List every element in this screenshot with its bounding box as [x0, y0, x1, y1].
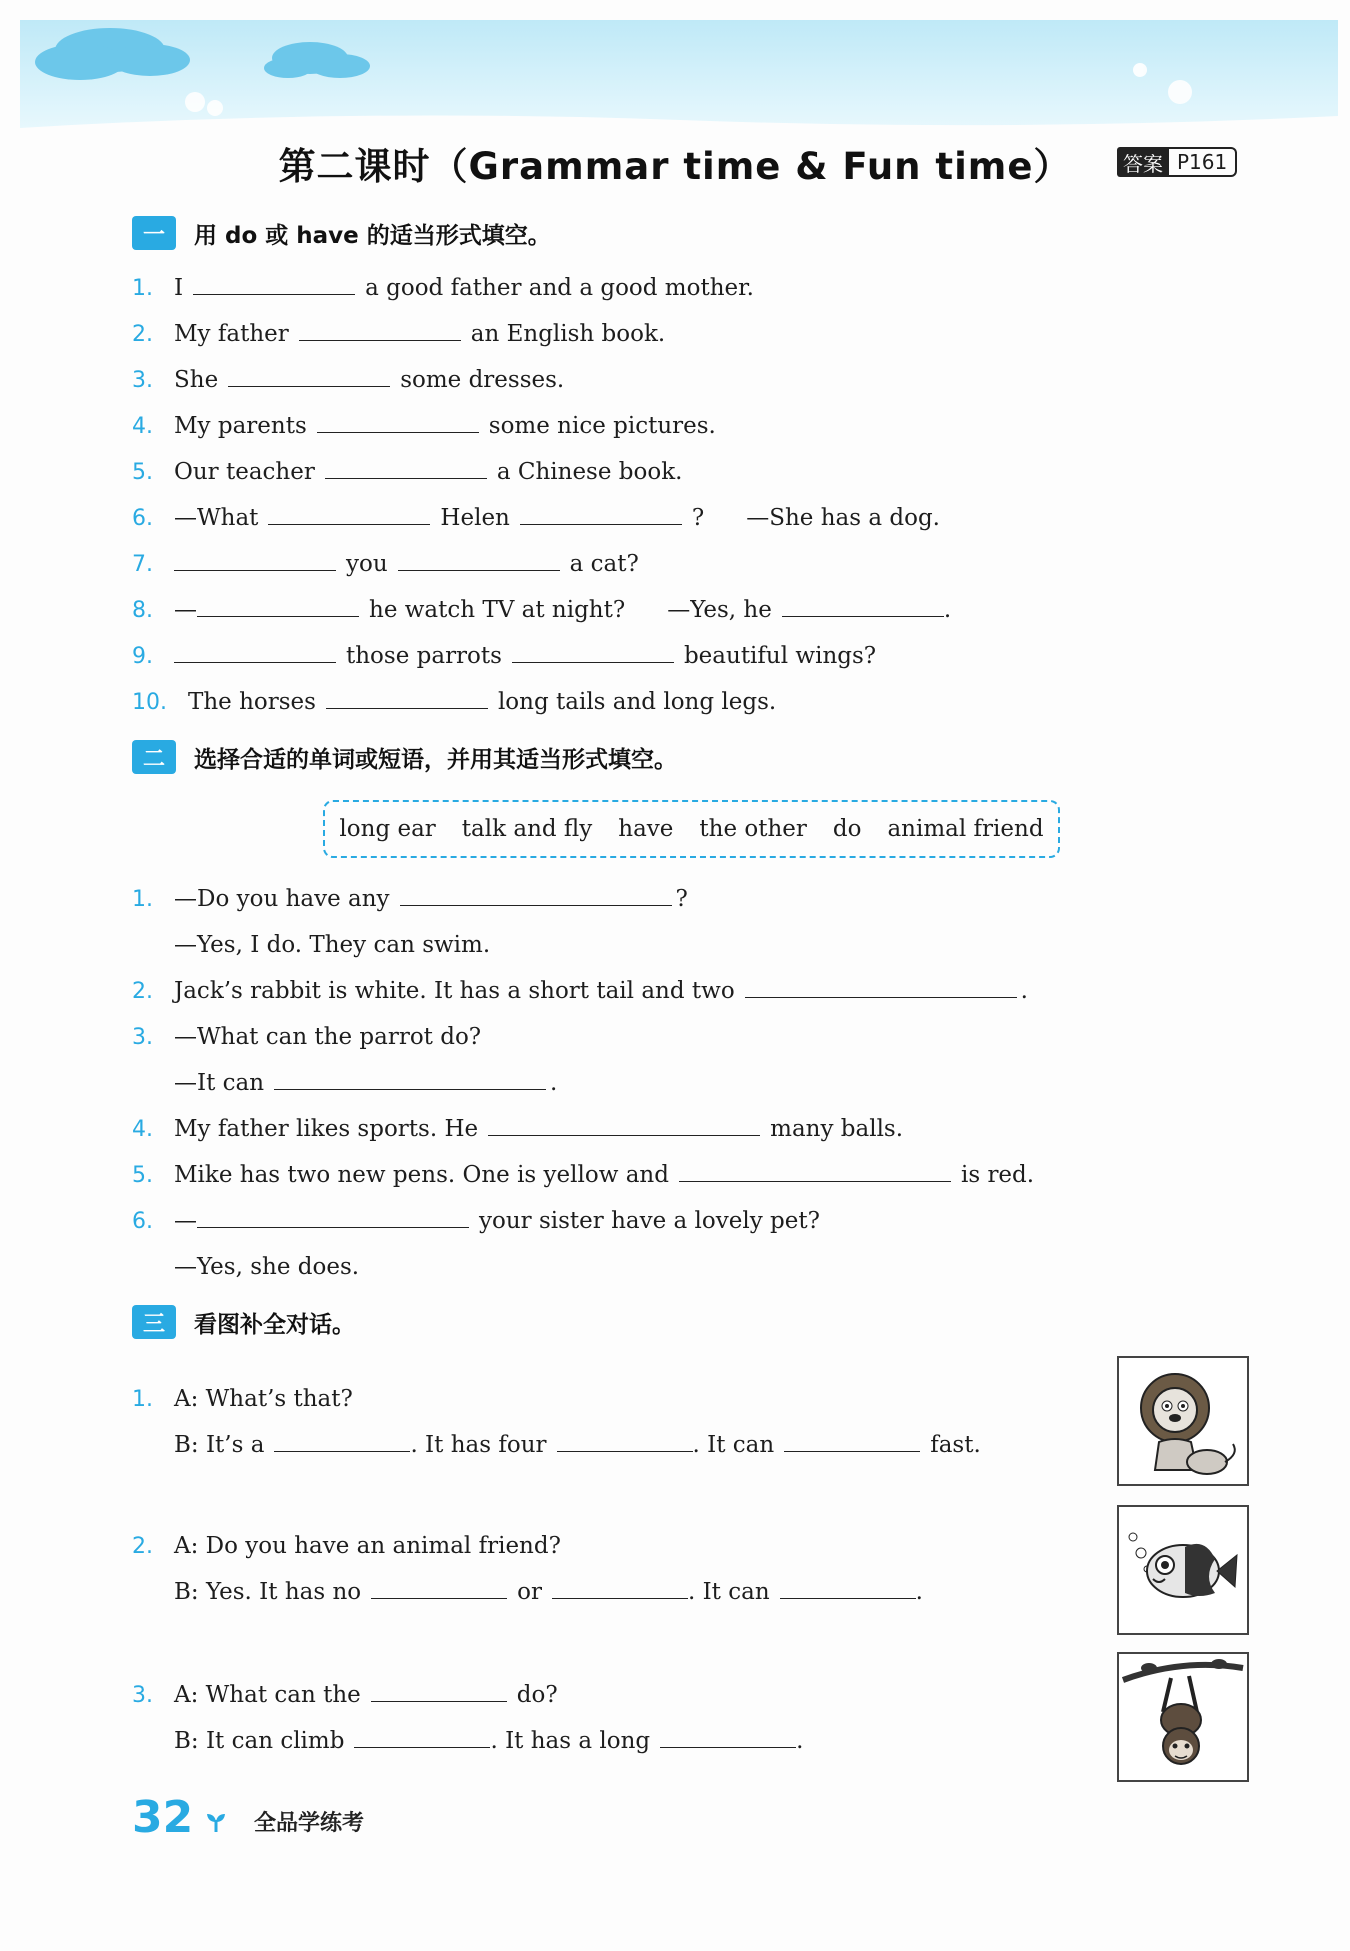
answer-reference: [1117, 147, 1237, 177]
item-text: —What: [174, 505, 259, 531]
answer-blank[interactable]: [174, 569, 336, 571]
exercise-item: [132, 643, 886, 669]
item-text: fast.: [930, 1432, 981, 1458]
section-badge: 三: [132, 1305, 176, 1339]
header-banner: [20, 20, 1338, 138]
item-text: or: [517, 1579, 542, 1605]
answer-blank[interactable]: [557, 1450, 693, 1452]
item-text: B: It’s a: [174, 1432, 265, 1458]
answer-blank[interactable]: [782, 615, 944, 617]
item-text: The horses: [188, 689, 316, 715]
answer-blank[interactable]: [679, 1180, 951, 1182]
answer-blank[interactable]: [488, 1134, 760, 1136]
page-title: 第二课时（Grammar time & Fun time）: [278, 145, 1072, 188]
item-text: —: [174, 1208, 197, 1234]
item-number: 5.: [132, 460, 153, 485]
answer-blank[interactable]: [520, 523, 682, 525]
item-number: 2.: [132, 979, 153, 1004]
monkey-icon: [1117, 1652, 1249, 1782]
answer-blank[interactable]: [193, 293, 355, 295]
exercise-item: [132, 413, 726, 439]
item-text: ?: [691, 505, 705, 531]
item-text: . It can: [687, 1579, 770, 1605]
answer-label: 答案: [1117, 147, 1169, 177]
answer-page: P161: [1169, 147, 1237, 177]
answer-blank[interactable]: [228, 385, 390, 387]
answer-blank[interactable]: [552, 1597, 688, 1599]
word-bank: [323, 800, 1060, 858]
item-text: .: [915, 1579, 923, 1605]
section-3-header: [132, 1305, 355, 1339]
exercise-item: [132, 1116, 913, 1142]
exercise-item: [132, 321, 675, 347]
answer-blank[interactable]: [326, 707, 488, 709]
item-number: 10.: [132, 690, 167, 715]
answer-blank[interactable]: [660, 1746, 796, 1748]
exercise-item: [132, 459, 692, 485]
item-text: Jack’s rabbit is white. It has a short tail and two: [174, 978, 735, 1004]
dialogue-item: [132, 1682, 568, 1708]
item-text: . It has four: [410, 1432, 547, 1458]
dialogue-reply: [174, 1579, 933, 1605]
dialogue-item: [132, 1386, 363, 1412]
item-text: —It can: [174, 1070, 265, 1096]
section-title: 选择合适的单词或短语，并用其适当形式填空。: [194, 746, 677, 773]
exercise-item: [132, 1162, 1044, 1188]
item-text: Our teacher: [174, 459, 315, 485]
dialogue-reply: [174, 1728, 813, 1754]
answer-blank[interactable]: [784, 1450, 920, 1452]
section-title: 用 do 或 have 的适当形式填空。: [194, 222, 551, 249]
answer-blank[interactable]: [197, 1226, 469, 1228]
exercise-item: [132, 367, 574, 393]
exercise-item: [132, 597, 961, 623]
section-title: 看图补全对话。: [194, 1311, 355, 1338]
section-badge: 一: [132, 216, 176, 250]
item-text: I: [174, 275, 184, 301]
item-text: —What can the parrot do?: [174, 1024, 482, 1050]
answer-blank[interactable]: [745, 996, 1017, 998]
item-text: Helen: [440, 505, 510, 531]
exercise-item: [132, 275, 764, 301]
item-text: B: Yes. It has no: [174, 1579, 362, 1605]
item-text: A: Do you have an animal friend?: [174, 1533, 561, 1559]
item-number: 3.: [132, 1683, 153, 1708]
word-option: animal friend: [887, 816, 1044, 842]
item-text: long tails and long legs.: [497, 689, 777, 715]
exercise-item-reply: [174, 1254, 369, 1280]
item-text: . It can: [692, 1432, 775, 1458]
item-number: 6.: [132, 1209, 153, 1234]
dialogue-reply: [174, 1432, 991, 1458]
item-text: a Chinese book.: [496, 459, 683, 485]
item-number: 1.: [132, 276, 153, 301]
answer-blank[interactable]: [174, 661, 336, 663]
item-text: She: [174, 367, 219, 393]
item-text: —She has a dog.: [746, 505, 940, 531]
item-text: do?: [516, 1682, 558, 1708]
item-number: 4.: [132, 414, 153, 439]
item-number: 1.: [132, 887, 153, 912]
section-1-header: [132, 216, 551, 250]
exercise-item: [132, 886, 698, 912]
section-2-header: [132, 740, 677, 774]
answer-blank[interactable]: [274, 1088, 546, 1090]
brand-name: 全品学练考: [254, 1811, 365, 1836]
answer-blank[interactable]: [371, 1597, 507, 1599]
item-number: 3.: [132, 368, 153, 393]
item-number: 1.: [132, 1387, 153, 1412]
item-text: —: [174, 597, 197, 623]
item-number: 2.: [132, 1534, 153, 1559]
answer-blank[interactable]: [274, 1450, 410, 1452]
exercise-item: [132, 978, 1038, 1004]
answer-blank[interactable]: [299, 339, 461, 341]
word-option: talk and fly: [461, 816, 593, 842]
exercise-item: [132, 505, 950, 531]
item-number: 7.: [132, 552, 153, 577]
item-number: 4.: [132, 1117, 153, 1142]
answer-blank[interactable]: [354, 1746, 490, 1748]
item-text: My father likes sports. He: [174, 1116, 479, 1142]
item-text: beautiful wings?: [683, 643, 877, 669]
item-text: ?: [675, 886, 688, 912]
exercise-item: [132, 1208, 830, 1234]
exercise-item: [132, 1024, 491, 1050]
item-text: .: [550, 1070, 558, 1096]
item-text: .: [1020, 978, 1028, 1004]
answer-blank[interactable]: [197, 615, 359, 617]
item-text: —Yes, she does.: [174, 1254, 360, 1280]
item-text: . It has a long: [490, 1728, 651, 1754]
item-text: —Do you have any: [174, 886, 390, 912]
word-option: have: [618, 816, 674, 842]
answer-blank[interactable]: [371, 1700, 507, 1702]
item-text: a cat?: [569, 551, 639, 577]
fish-icon: [1117, 1505, 1249, 1635]
item-text: your sister have a lovely pet?: [479, 1208, 820, 1234]
answer-blank[interactable]: [512, 661, 674, 663]
item-number: 6.: [132, 506, 153, 531]
item-text: .: [943, 597, 952, 623]
item-text: Mike has two new pens. One is yellow and: [174, 1162, 669, 1188]
section-badge: 二: [132, 740, 176, 774]
answer-blank[interactable]: [780, 1597, 916, 1599]
item-text: A: What can the: [174, 1682, 361, 1708]
item-text: .: [796, 1728, 804, 1754]
lion-icon: [1117, 1356, 1249, 1486]
item-text: an English book.: [470, 321, 666, 347]
item-text: a good father and a good mother.: [365, 275, 754, 301]
answer-blank[interactable]: [325, 477, 487, 479]
item-text: some dresses.: [400, 367, 565, 393]
item-text: he watch TV at night?: [369, 597, 626, 623]
item-text: My parents: [174, 413, 307, 439]
exercise-item: [132, 551, 649, 577]
item-text: those parrots: [346, 643, 502, 669]
item-number: 5.: [132, 1163, 153, 1188]
dialogue-item: [132, 1533, 571, 1559]
page-number: 32: [132, 1792, 194, 1843]
item-text: you: [346, 551, 388, 577]
word-option: do: [832, 816, 862, 842]
answer-blank[interactable]: [317, 431, 479, 433]
answer-blank[interactable]: [400, 904, 672, 906]
item-text: many balls.: [770, 1116, 904, 1142]
word-option: the other: [699, 816, 807, 842]
item-text: My father: [174, 321, 289, 347]
word-option: long ear: [339, 816, 436, 842]
exercise-item-reply: [174, 1070, 567, 1096]
exercise-item-reply: [174, 932, 500, 958]
item-number: 2.: [132, 322, 153, 347]
item-number: 9.: [132, 644, 153, 669]
item-number: 8.: [132, 598, 153, 623]
item-text: some nice pictures.: [488, 413, 716, 439]
exercise-item: [132, 689, 786, 715]
answer-blank[interactable]: [268, 523, 430, 525]
item-text: is red.: [960, 1162, 1035, 1188]
item-number: 3.: [132, 1025, 153, 1050]
answer-blank[interactable]: [398, 569, 560, 571]
item-text: B: It can climb: [174, 1728, 345, 1754]
item-text: A: What’s that?: [174, 1386, 353, 1412]
item-text: —Yes, he: [667, 597, 772, 623]
item-text: —Yes, I do. They can swim.: [174, 932, 491, 958]
sprout-icon: [204, 1810, 228, 1834]
